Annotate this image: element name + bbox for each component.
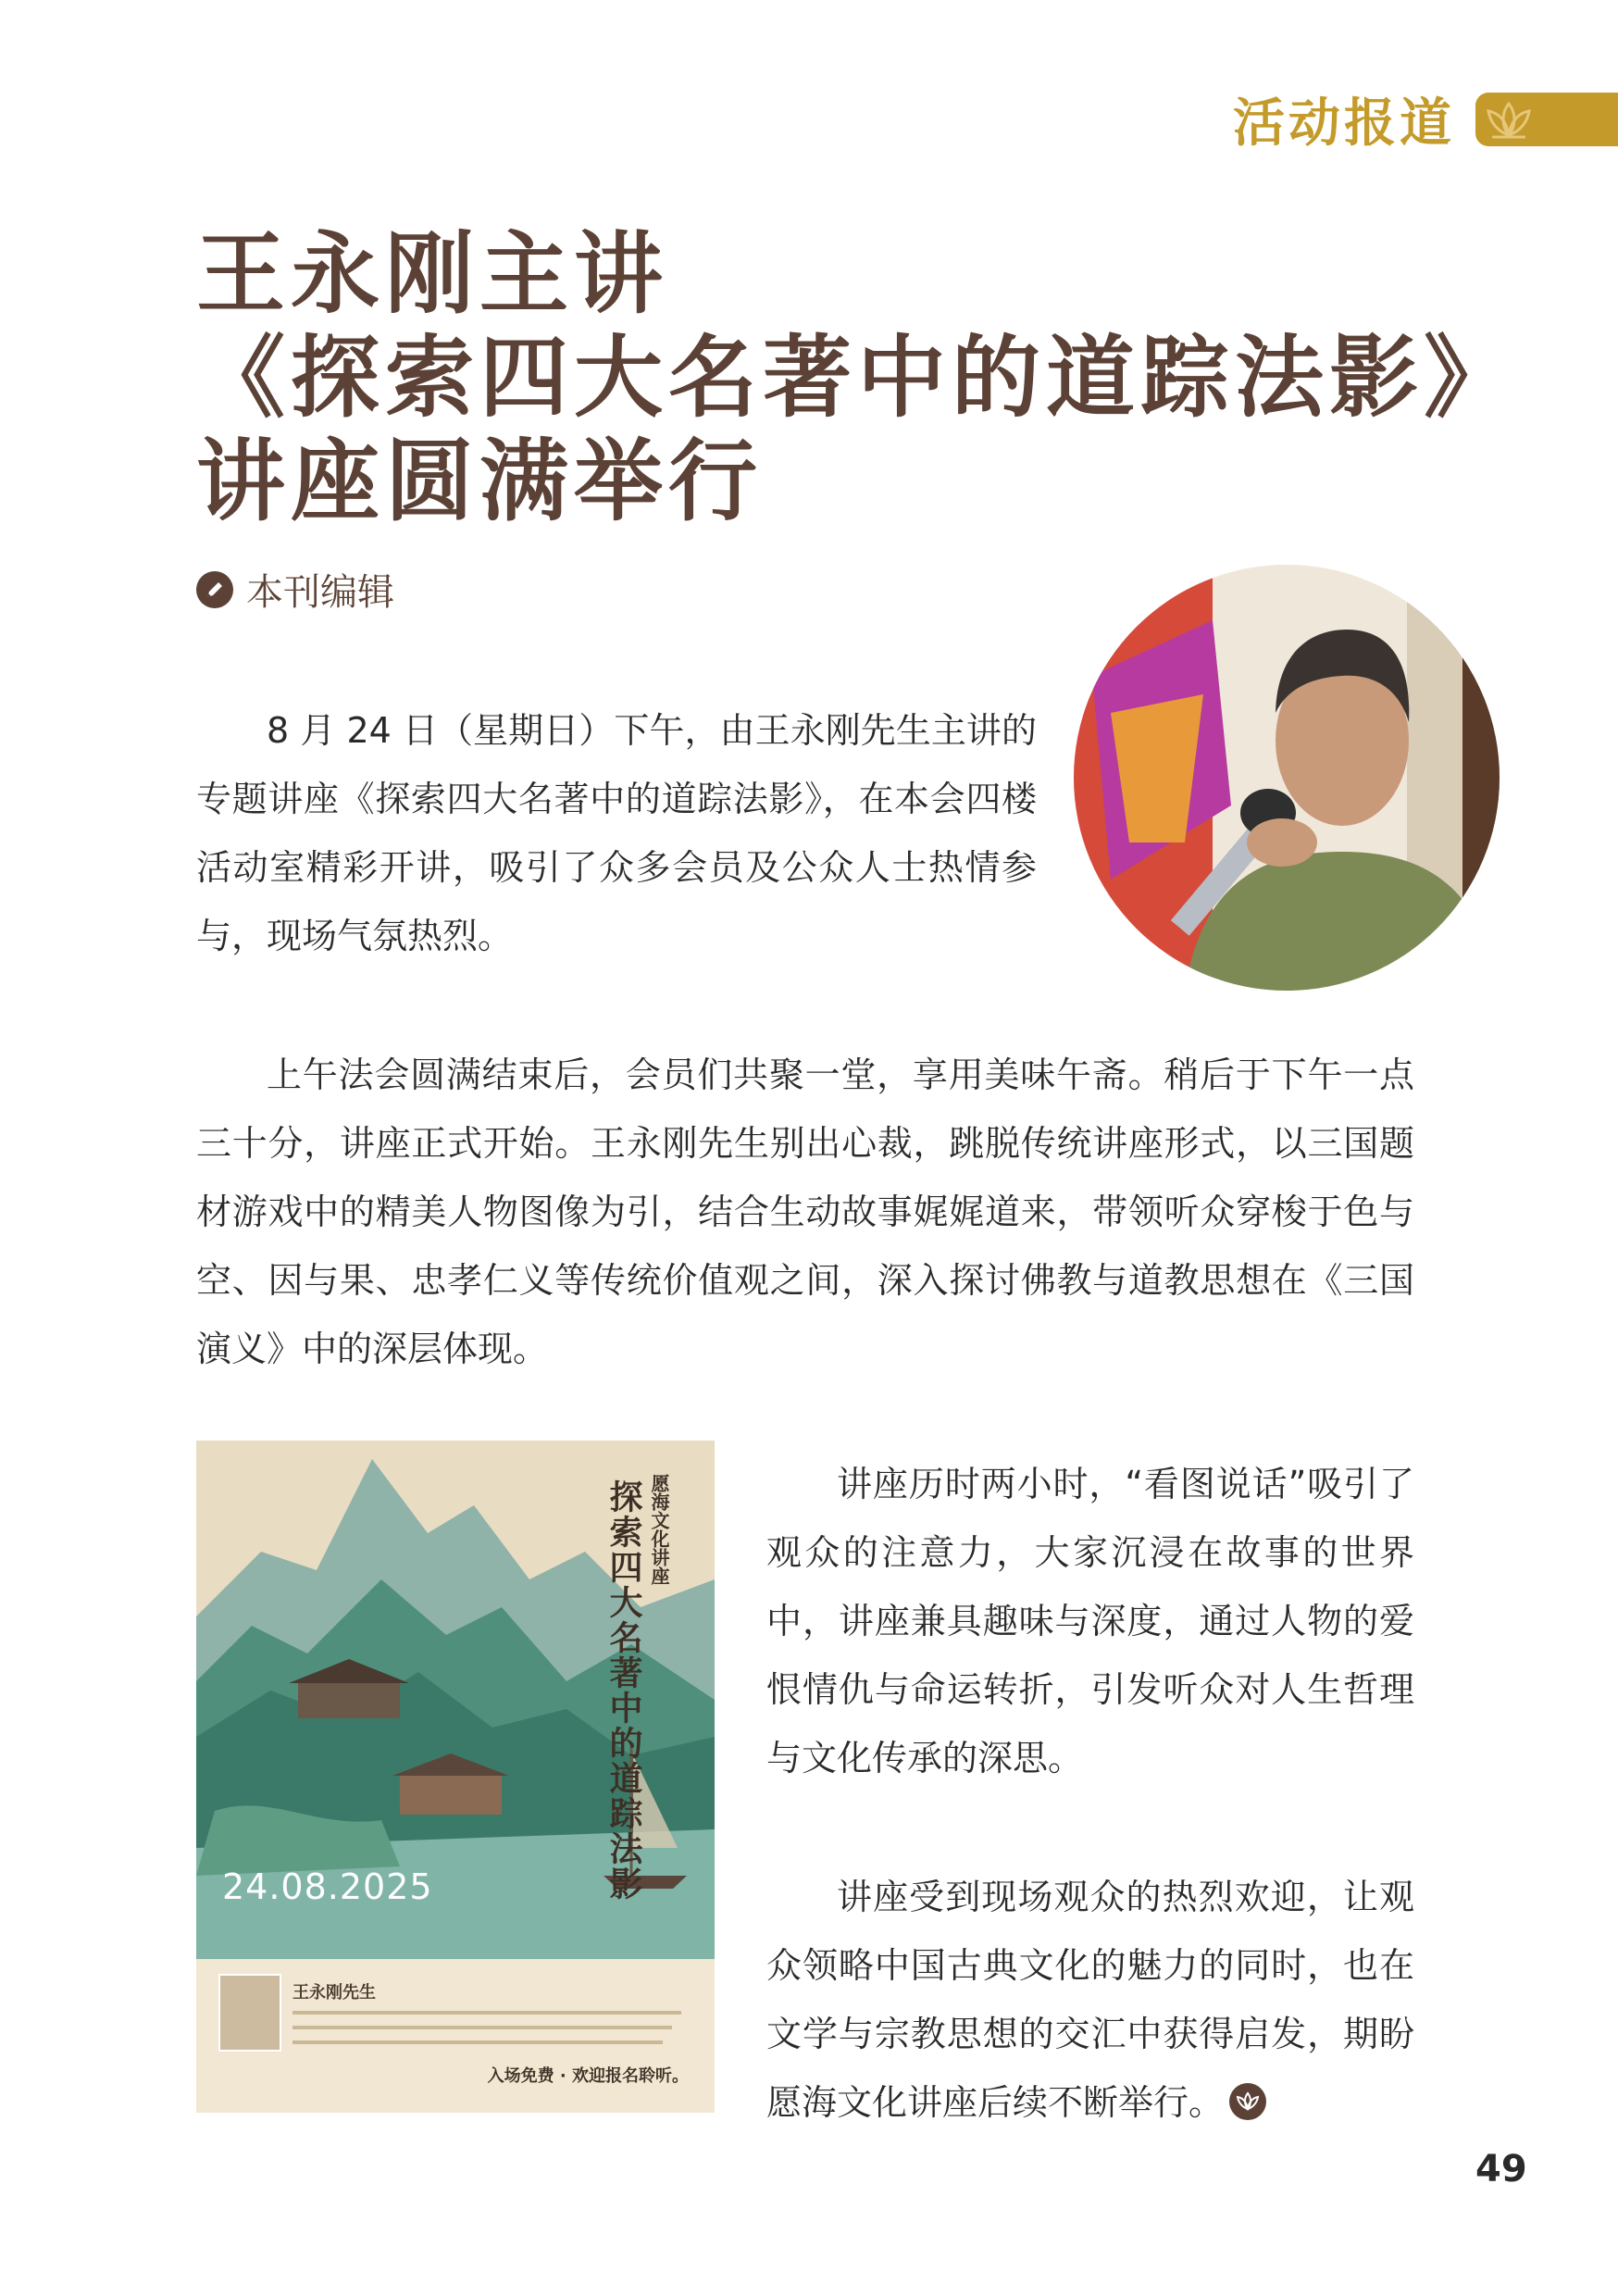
speaker-avatar	[218, 1974, 281, 2052]
poster-date: 24.08.2025	[222, 1866, 433, 1907]
byline	[196, 563, 394, 616]
poster-fine-print-line	[292, 2040, 663, 2044]
section-bar	[1475, 93, 1618, 146]
paragraph-4	[766, 1863, 1414, 2137]
title-line-2: 《探索四大名著中的道踪法影》	[196, 326, 1518, 430]
poster-speaker: 王永刚先生	[292, 1983, 376, 2003]
title-line-3: 讲座圆满举行	[196, 430, 763, 533]
poster-fine-print-line	[292, 2011, 681, 2015]
event-poster	[196, 1441, 715, 2113]
poster-series: 愿海文化讲座	[648, 1474, 670, 1585]
poster-fine-print-line	[292, 2026, 672, 2029]
title-line-1: 王永刚主讲	[196, 222, 668, 326]
lotus-end-icon	[1229, 2083, 1266, 2120]
poster-title: 探索四大名著中的道踪法影	[604, 1479, 642, 1902]
article-title	[196, 222, 1518, 533]
speaker-photo	[1074, 565, 1500, 991]
paragraph-4-text: 讲座受到现场观众的热烈欢迎，让观众领略中国古典文化的魅力的同时，也在文学与宗教思想的交汇中获得启发，期盼愿海文化讲座后续不断举行。	[766, 1877, 1414, 2123]
paragraph-2: 上午法会圆满结束后，会员们共聚一堂，享用美味午斋。稍后于下午一点三十分，讲座正式开始。王永刚先生别出心裁，跳脱传统讲座形式，以三国题材游戏中的精美人物图像为引，结合生动故事娓娓道来，带领听众穿梭于色与空、因与果、忠孝仁义等传统价值观之间，深入探讨佛教与道教思想在《三国演义》中的深层体现。	[196, 1054, 1414, 1369]
lotus-icon	[1483, 98, 1535, 141]
page-number: 49	[1475, 2148, 1527, 2190]
paragraph-3: 讲座历时两小时，“看图说话”吸引了观众的注意力，大家沉浸在故事的世界中，讲座兼具趣味与深度，通过人物的爱恨情仇与命运转折，引发听众对人生哲理与文化传承的深思。	[766, 1464, 1414, 1778]
paragraph-1: 8 月 24 日（星期日）下午，由王永刚先生主讲的专题讲座《探索四大名著中的道踪法影》，在本会四楼活动室精彩开讲，吸引了众多会员及公众人士热情参与，现场气氛热烈。	[196, 710, 1037, 956]
byline-text: 本刊编辑	[246, 571, 394, 614]
section-header	[1233, 91, 1618, 154]
poster-admission: 入场免费 · 欢迎报名聆听。	[487, 2066, 689, 2086]
section-title: 活动报道	[1233, 94, 1455, 154]
pen-icon	[196, 571, 233, 608]
poster-info-panel	[196, 1959, 715, 2113]
